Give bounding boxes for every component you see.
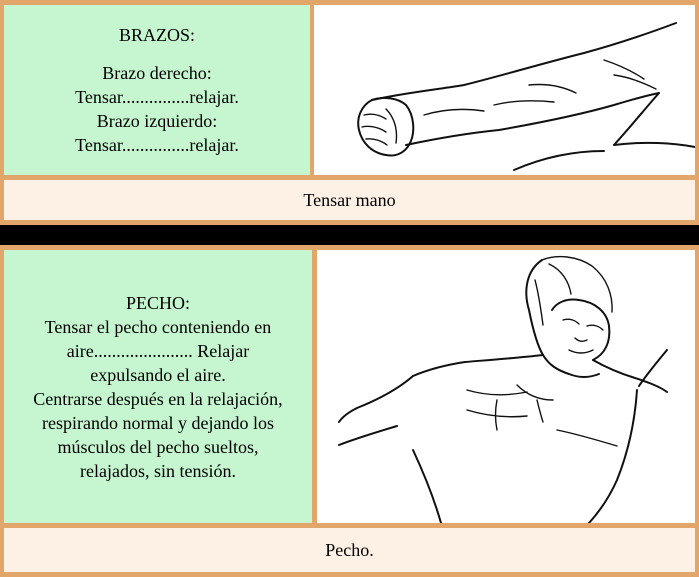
left-arm-label: Brazo izquierdo:	[96, 111, 218, 131]
left-arm-instruction: Tensar...............relajar.	[75, 135, 239, 155]
chest-caption: Pecho.	[4, 528, 695, 572]
chest-section	[0, 245, 699, 577]
chest-line: Centrarse después en la relajación,	[33, 388, 283, 409]
arms-section	[0, 0, 699, 225]
arms-instructions	[4, 5, 310, 175]
chest-instructions	[4, 250, 312, 523]
chest-line: expulsando el aire.	[90, 364, 226, 385]
chest-line: relajados, sin tensión.	[80, 460, 236, 481]
reclining-figure-drawing	[317, 250, 695, 523]
arms-title: BRAZOS:	[118, 25, 196, 45]
tensed-arm-drawing	[314, 5, 695, 175]
arms-caption: Tensar mano	[4, 180, 695, 220]
chest-title: PECHO:	[125, 292, 190, 313]
section-divider	[0, 225, 699, 245]
chest-line: Tensar el pecho conteniendo en	[44, 316, 272, 337]
chest-line: respirando normal y dejando los	[42, 412, 274, 433]
chest-line: músculos del pecho sueltos,	[57, 436, 259, 457]
right-arm-instruction: Tensar...............relajar.	[75, 87, 239, 107]
chest-illustration	[317, 250, 695, 523]
arm-illustration	[314, 5, 695, 175]
chest-line: aire...................... Relajar	[66, 340, 250, 361]
right-arm-label: Brazo derecho:	[102, 63, 212, 83]
